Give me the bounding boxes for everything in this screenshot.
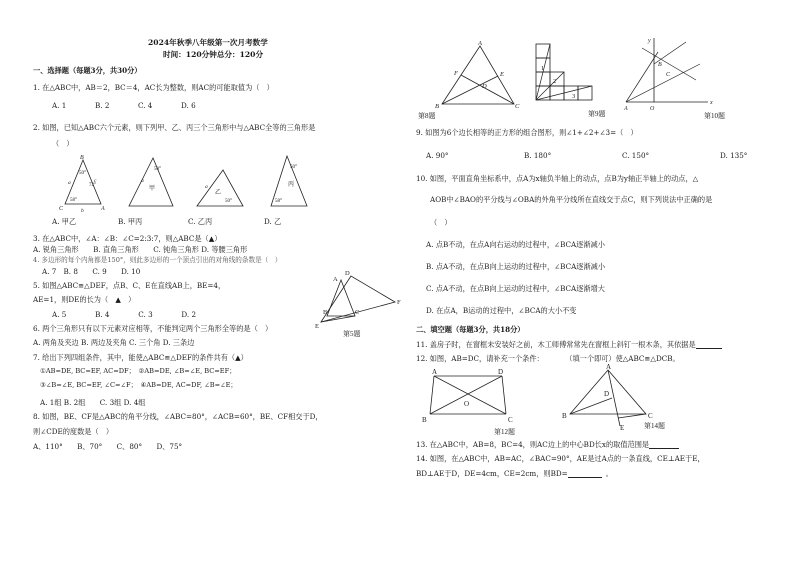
q10-text-line1: 10. 如图，平面直角坐标系中，点A为x轴负半轴上的动点，点B为y轴正半轴上的动点，△ <box>416 174 699 183</box>
q2-paren: （ ） <box>52 139 74 148</box>
q5-label-c: C <box>355 309 360 316</box>
q7-conditions-2: ③∠B=∠E, BC=EF, ∠C=∠F； ④AB=DE, AC=DF, ∠B=∠E； <box>40 381 238 389</box>
q2-figure <box>55 152 315 214</box>
fig-bing-angle-58: 58° <box>275 199 282 204</box>
q14-text-line1: 14. 如图，在△ABC中，AB=AC，∠BAC=90°，AE是过A点的一条直线，CE⊥AE于E， <box>416 454 705 463</box>
q10-option-c: C. 点A不动，在点B向上运动的过程中，∠BCA逐渐增大 <box>426 284 605 293</box>
q10-paren: （ ） <box>430 218 452 227</box>
fig10-label-c: C <box>666 72 671 78</box>
fig-label-a: A <box>101 206 105 212</box>
q7-options: A. 1组 B. 2组 C. 3组 D. 4组 <box>40 398 146 407</box>
q5-label-a: A <box>333 276 338 283</box>
fig12-label-d: D <box>498 368 504 376</box>
q6-text: 6. 两个三角形只有以下元素对应相等，不能判定两个三角形全等的是（ ） <box>33 324 273 333</box>
fig14 <box>560 364 670 438</box>
triangle-yi <box>197 170 243 206</box>
fig-label-b: B <box>80 155 84 161</box>
fig-angle-72: 72° <box>89 183 96 188</box>
fig12-caption: 第12题 <box>494 428 515 436</box>
section-choice-heading: 一、选择题（每题3分，共30分） <box>33 66 142 75</box>
q3-options: A. 锐角三角形 B. 直角三角形 C. 钝角三角形 D. 等腰三角形 <box>33 245 248 254</box>
fig9-label-1: 1 <box>541 65 545 72</box>
q10-option-b: B. 点A不动，在点B向上运动的过程中，∠BCA逐渐减小 <box>426 262 606 271</box>
fig-jia-label: 甲 <box>149 186 156 192</box>
q5-label-b: B <box>323 309 328 316</box>
fig12-label-a: A <box>432 368 438 376</box>
fig9 <box>528 40 623 120</box>
q4-options: A. 7 B. 8 C. 9 D. 10 <box>42 267 141 276</box>
q1-option-a: A. 1 <box>52 101 67 110</box>
q13-text: 13. 在△ABC中，AB=8，BC=4，则AC边上的中心BD长x的取值范围是 <box>416 440 679 449</box>
q9-option-d: D. 135° <box>720 151 748 160</box>
fig10-label-x: x <box>710 100 713 106</box>
q8-options: A、110° B、70° C、80° D、75° <box>33 442 183 451</box>
fig-side-b: b <box>81 208 84 214</box>
fig8-label-e: E <box>500 71 504 78</box>
fig9-label-3: 3 <box>572 93 576 100</box>
q9-option-c: C. 150° <box>622 151 650 160</box>
fig14-caption: 第14题 <box>644 422 665 430</box>
q7-text: 7. 给出下列四组条件，其中，能使△ABC≌△DEF的条件共有（▲） <box>33 353 248 362</box>
q9-option-a: A. 90° <box>426 151 449 160</box>
q9-option-b: B. 180° <box>524 151 552 160</box>
q5-label-f: F <box>397 299 401 306</box>
fig8-caption: 第8题 <box>418 112 436 120</box>
fig8 <box>418 38 528 120</box>
q5-text-line2: AE=1，则DE的长为（ ▲ ） <box>33 295 136 304</box>
q5-text-line1: 5. 如图△ABC≌△DEF，点B、C、E在直线AB上，BE=4， <box>33 281 226 290</box>
q14-answer-blank <box>568 471 602 478</box>
fig10-label-b: B <box>658 62 662 68</box>
q8-text-line2: 则∠CDE的度数是（ ） <box>33 427 114 436</box>
fig10-label-a: A <box>624 106 628 112</box>
fig10-label-y: y <box>648 38 651 44</box>
q7-conditions-1: ①AB=DE, BC=EF, AC=DF； ②AB=DE, ∠B=∠E, BC=EF； <box>40 367 236 375</box>
fig8-label-c: C <box>515 103 520 110</box>
fig-side-a: a <box>68 180 71 186</box>
fig14-label-d: D <box>604 390 610 398</box>
fig-yi-angle: 50° <box>225 199 232 204</box>
triangle-abc-q5 <box>327 280 355 316</box>
fig8-label-f: F <box>454 70 458 77</box>
fig10-caption: 第10题 <box>704 112 725 120</box>
q1-option-c: C. 4 <box>138 101 153 110</box>
triangle-jia <box>129 158 173 206</box>
q2-option-d: D. 乙 <box>264 217 282 226</box>
q5-options: A. 5 B. 4 C. 3 D. 2 <box>52 310 197 319</box>
q6-options: A. 两角及夹边 B. 两边及夹角 C. 三个角 D. 三条边 <box>33 338 195 347</box>
exam-title: 2024年秋季八年级第一次月考数学 <box>148 38 268 47</box>
fig-angle-58: 58° <box>70 198 77 203</box>
fig14-label-e: E <box>620 424 625 432</box>
q1-option-b: B. 2 <box>95 101 110 110</box>
q5-label-d: D <box>345 270 350 277</box>
fig-side-c: c <box>94 178 97 184</box>
q10-option-d: D. 在点A，B运动的过程中，∠BCA的大小不变 <box>426 306 577 315</box>
q8-text-line1: 8. 如图，BE、CF是△ABC的角平分线，∠ABC=80°，∠ACB=60°，BE、CF相交于D， <box>33 412 323 421</box>
fig-jia-angle: 50° <box>154 167 161 172</box>
fig-label-c: C <box>59 206 64 212</box>
fig14-label-b: B <box>562 412 567 420</box>
q13-answer-blank <box>649 442 679 449</box>
fig12 <box>422 366 537 438</box>
q11-text: 11. 盖房子时，在窗框未安装好之前，木工师傅常常先在窗框上斜钉一根木条，其依据是 <box>416 340 722 349</box>
q4-text: 4. 多边形的每个内角都是150°，则此多边形的一个顶点引出的对角线的条数是（ ） <box>33 256 282 264</box>
q1-option-d: D. 6 <box>181 101 196 110</box>
q2-option-c: C. 乙丙 <box>188 217 213 226</box>
q11-answer-blank <box>696 342 722 349</box>
q10-text-line2: AOB中∠BAO的平分线与∠OBA的外角平分线所在直线交于点C，则下列说法中正确的是 <box>430 195 713 204</box>
q5-caption: 第5题 <box>343 330 361 338</box>
exam-time: 时间：120分钟总分：120分 <box>163 50 264 59</box>
q5-figure <box>313 268 403 338</box>
q12-text: 12. 如图，AB=DC，请补充一个条件： （填一个即可）使△ABC≌△DCB。 <box>416 354 680 363</box>
fig-yi-side: a <box>205 184 208 190</box>
fig14-label-c: C <box>648 412 653 420</box>
q9-text: 9. 如图为6个边长相等的正方形的组合图形，则∠1+∠2+∠3=（ ） <box>416 128 638 137</box>
q5-label-e: E <box>315 323 319 330</box>
fig-bing-angle-50: 50° <box>290 165 297 170</box>
fig12-label-o: O <box>464 400 470 408</box>
q3-text: 3. 在△ABC中，∠A：∠B：∠C=2:3:7，则△ABC是（▲） <box>33 234 222 243</box>
fig10-label-o: O <box>650 106 655 112</box>
q10-option-a: A. 点B不动，在点A向右运动的过程中，∠BCA逐渐减小 <box>426 240 605 249</box>
section-fill-heading: 二、填空题（每题3分，共18分） <box>416 325 525 334</box>
q14-text-line2: BD⊥AE于D，DE=4cm，CE=2cm，则BD= 。 <box>416 469 613 478</box>
fig10 <box>626 36 736 122</box>
fig12-label-c: C <box>508 416 513 424</box>
fig-jia-side: a <box>141 178 144 184</box>
fig9-caption: 第9题 <box>588 110 606 118</box>
q2-option-a: A. 甲乙 <box>52 217 77 226</box>
fig8-label-a: A <box>478 40 482 47</box>
fig-yi-label: 乙 <box>215 190 222 196</box>
fig14-label-a: A <box>606 363 612 371</box>
fig8-label-b: B <box>435 103 439 110</box>
q2-text: 2. 如图，已知△ABC六个元素，则下列甲、乙、丙三个三角形中与△ABC全等的三角形是 <box>33 123 316 132</box>
fig12-label-b: B <box>422 416 427 424</box>
fig8-label-d: D <box>482 83 487 90</box>
fig9-label-2: 2 <box>553 78 557 85</box>
fig-angle-50: 50° <box>79 171 86 176</box>
fig-bing-label: 丙 <box>288 182 295 188</box>
q1-text: 1. 在△ABC中，AB＝2，BC＝4，AC长为整数，则AC的可能取值为（ ） <box>33 83 274 92</box>
q2-option-b: B. 甲丙 <box>118 217 143 226</box>
